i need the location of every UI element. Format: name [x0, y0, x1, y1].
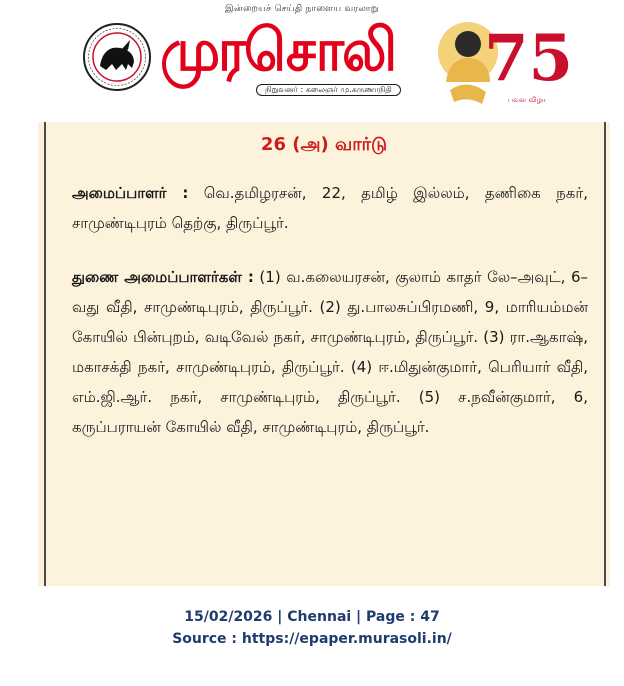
ward-title: 26 (அ) வார்டு: [260, 134, 388, 155]
anniversary-caption: பவள விழா: [508, 96, 546, 104]
source-line: Source : https://epaper.murasoli.in/: [172, 631, 452, 647]
deputy-paragraph: [72, 262, 588, 442]
party-seal-icon: [82, 22, 152, 92]
article-panel: [38, 122, 610, 586]
organiser-text: வெ.தமிழரசன், 22, தமிழ் இல்லம், தணிகை நகர், சாமுண்டிபுரம் தெற்கு, திருப்பூர்.: [72, 184, 588, 232]
organiser-paragraph: [72, 178, 588, 238]
deputy-label: துணை அமைப்பாளர்கள் :: [72, 268, 254, 286]
edition-line: 15/02/2026 | Chennai | Page : 47: [184, 609, 440, 625]
masthead: [0, 0, 624, 122]
anniversary-emblem-icon: [428, 10, 574, 114]
anniversary-number: 75: [484, 21, 574, 96]
murasoli-logo: முரசொலி: [160, 15, 395, 84]
deputy-text: (1) வ.கலையரசன், குலாம் காதர் லே–அவுட், 6–வது வீதி, சாமுண்டிபுரம், திருப்பூர். (2) து.பாலசுப்பிரமணி, 9, மாரியம்மன் கோயில் பின்புறம், வடிவேல் நகர், சாமுண்டிபுரம், திருப்பூர். (3) ரா.ஆகாஷ், மகாசக்தி நகர், சாமுண்டிபுரம், திருப்பூர். (4) ஈ.மிதுன்குமார், பெரியார் வீதி, எம்.ஜி.ஆர். நகர், சாமுண்டிபுரம், திருப்பூர். (5) ச.நவீன்குமார், 6, கருப்பராயன் கோயில் வீதி, சாமுண்டிபுரம், திருப்பூர்.: [72, 268, 588, 436]
organiser-label: அமைப்பாளர் :: [72, 184, 189, 202]
founder-line: நிறுவனர் : கலைஞர் மு.கருணாநிதி: [256, 84, 401, 96]
footer: [0, 606, 624, 650]
masthead-tagline: இன்றையச் செய்தி நாளைய வரலாறு: [225, 4, 379, 14]
right-rule: [604, 122, 606, 586]
left-rule: [44, 122, 46, 586]
